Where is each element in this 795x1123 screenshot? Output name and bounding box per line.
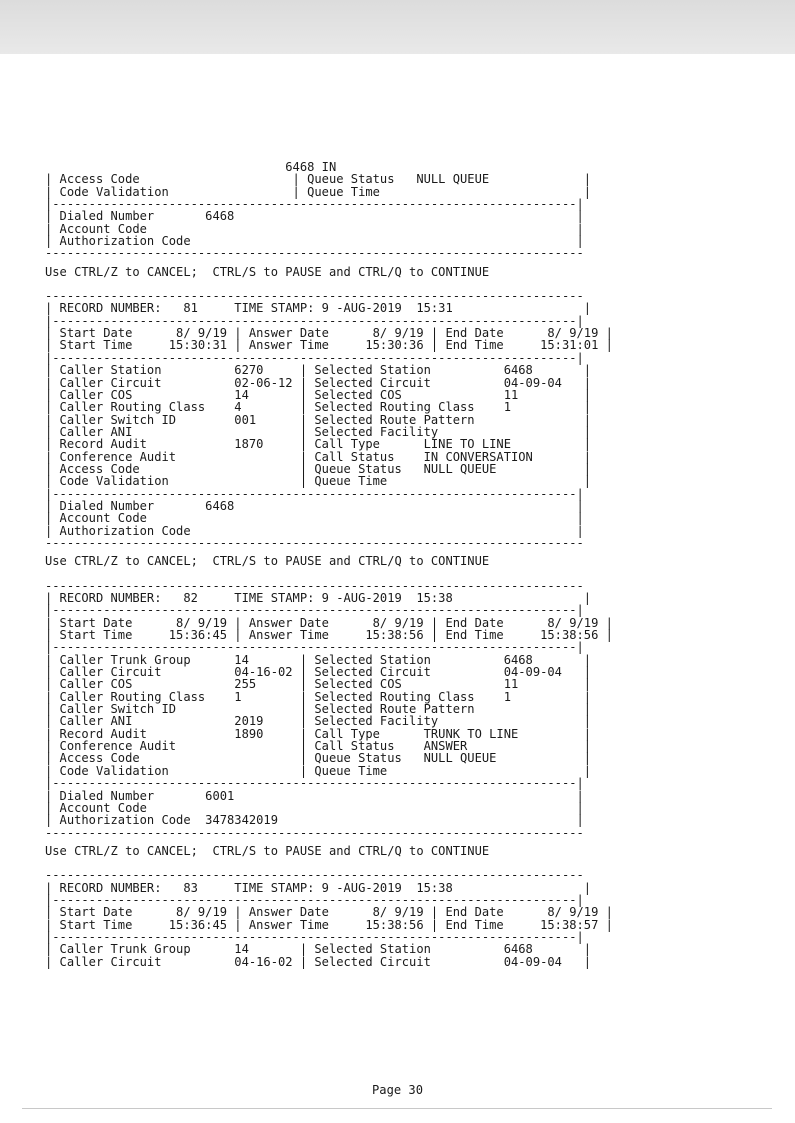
control-prompt: Use CTRL/Z to CANCEL; CTRL/S to PAUSE and CTRL/Q to CONTINUE — [45, 264, 490, 279]
printout — [45, 161, 755, 968]
control-prompt: Use CTRL/Z to CANCEL; CTRL/S to PAUSE and CTRL/Q to CONTINUE — [45, 843, 490, 858]
control-prompt: Use CTRL/Z to CANCEL; CTRL/S to PAUSE and CTRL/Q to CONTINUE — [45, 554, 490, 569]
header-fragment: 6468 IN | Access Code | Queue Status NULL QUEUE | | Code Validation | Queue Time | |------------------------------------------------------------------------| | Dialed Number 6468 | | Account Code | | Authorization Code | -------------------------------------------------------------------------- — [45, 160, 592, 261]
record-block-81: -------------------------------------------------------------------------- | RECORD NUMBER: 81 TIME STAMP: 9 -AUG-2019 15:31 | |------------------------------------------------------------------------| | Start Date 8/ 9/19 | Answer Date 8/ 9/19 | End Date 8/ 9/19 | | Start Time 15:30:31 | Answer Time 15:30:36 | End Time 15:31:01 | |------------------------------------------------------------------------| | Caller Station 6270 | Selected Station 6468 | | Caller Circuit 02-06-12 | Selected Circuit 04-09-04 | | Caller COS 14 | Selected COS 11 | | Caller Routing Class 4 | Selected Routing Class 1 | | Caller Switch ID 001 | Selected Route Pattern | | Caller ANI | Selected Facility | | Record Audit 1870 | Call Type LINE TO LINE | | Conference Audit | Call Status IN CONVERSATION | | Access Code | Queue Status NULL QUEUE | | Code Validation | Queue Time | |------------------------------------------------------------------------| | Dialed Number 6468 | | Account Code | | Authorization Code | -------------------------------------------------------------------------- — [45, 289, 613, 550]
page-number: Page 30 — [372, 1083, 423, 1097]
record-block-83: -------------------------------------------------------------------------- | RECORD NUMBER: 83 TIME STAMP: 9 -AUG-2019 15:38 | |------------------------------------------------------------------------| | Start Date 8/ 9/19 | Answer Date 8/ 9/19 | End Date 8/ 9/19 | | Start Time 15:36:45 | Answer Time 15:38:56 | End Time 15:38:57 | |------------------------------------------------------------------------| | Caller Trunk Group 14 | Selected Station 6468 | | Caller Circuit 04-16-02 | Selected Circuit 04-09-04 | — [45, 868, 613, 969]
record-block-82: -------------------------------------------------------------------------- | RECORD NUMBER: 82 TIME STAMP: 9 -AUG-2019 15:38 | |------------------------------------------------------------------------| | Start Date 8/ 9/19 | Answer Date 8/ 9/19 | End Date 8/ 9/19 | | Start Time 15:36:45 | Answer Time 15:38:56 | End Time 15:38:56 | |------------------------------------------------------------------------| | Caller Trunk Group 14 | Selected Station 6468 | | Caller Circuit 04-16-02 | Selected Circuit 04-09-04 | | Caller COS 255 | Selected COS 11 | | Caller Routing Class 1 | Selected Routing Class 1 | | Caller Switch ID | Selected Route Pattern | | Caller ANI 2019 | Selected Facility | | Record Audit 1890 | Call Type TRUNK TO LINE | | Conference Audit | Call Status ANSWER | | Access Code | Queue Status NULL QUEUE | | Code Validation | Queue Time | |------------------------------------------------------------------------| | Dialed Number 6001 | | Account Code | | Authorization Code 3478342019 | -------------------------------------------------------------------------- — [45, 578, 613, 840]
scan-top-band — [0, 0, 795, 54]
bottom-rule — [22, 1108, 772, 1109]
